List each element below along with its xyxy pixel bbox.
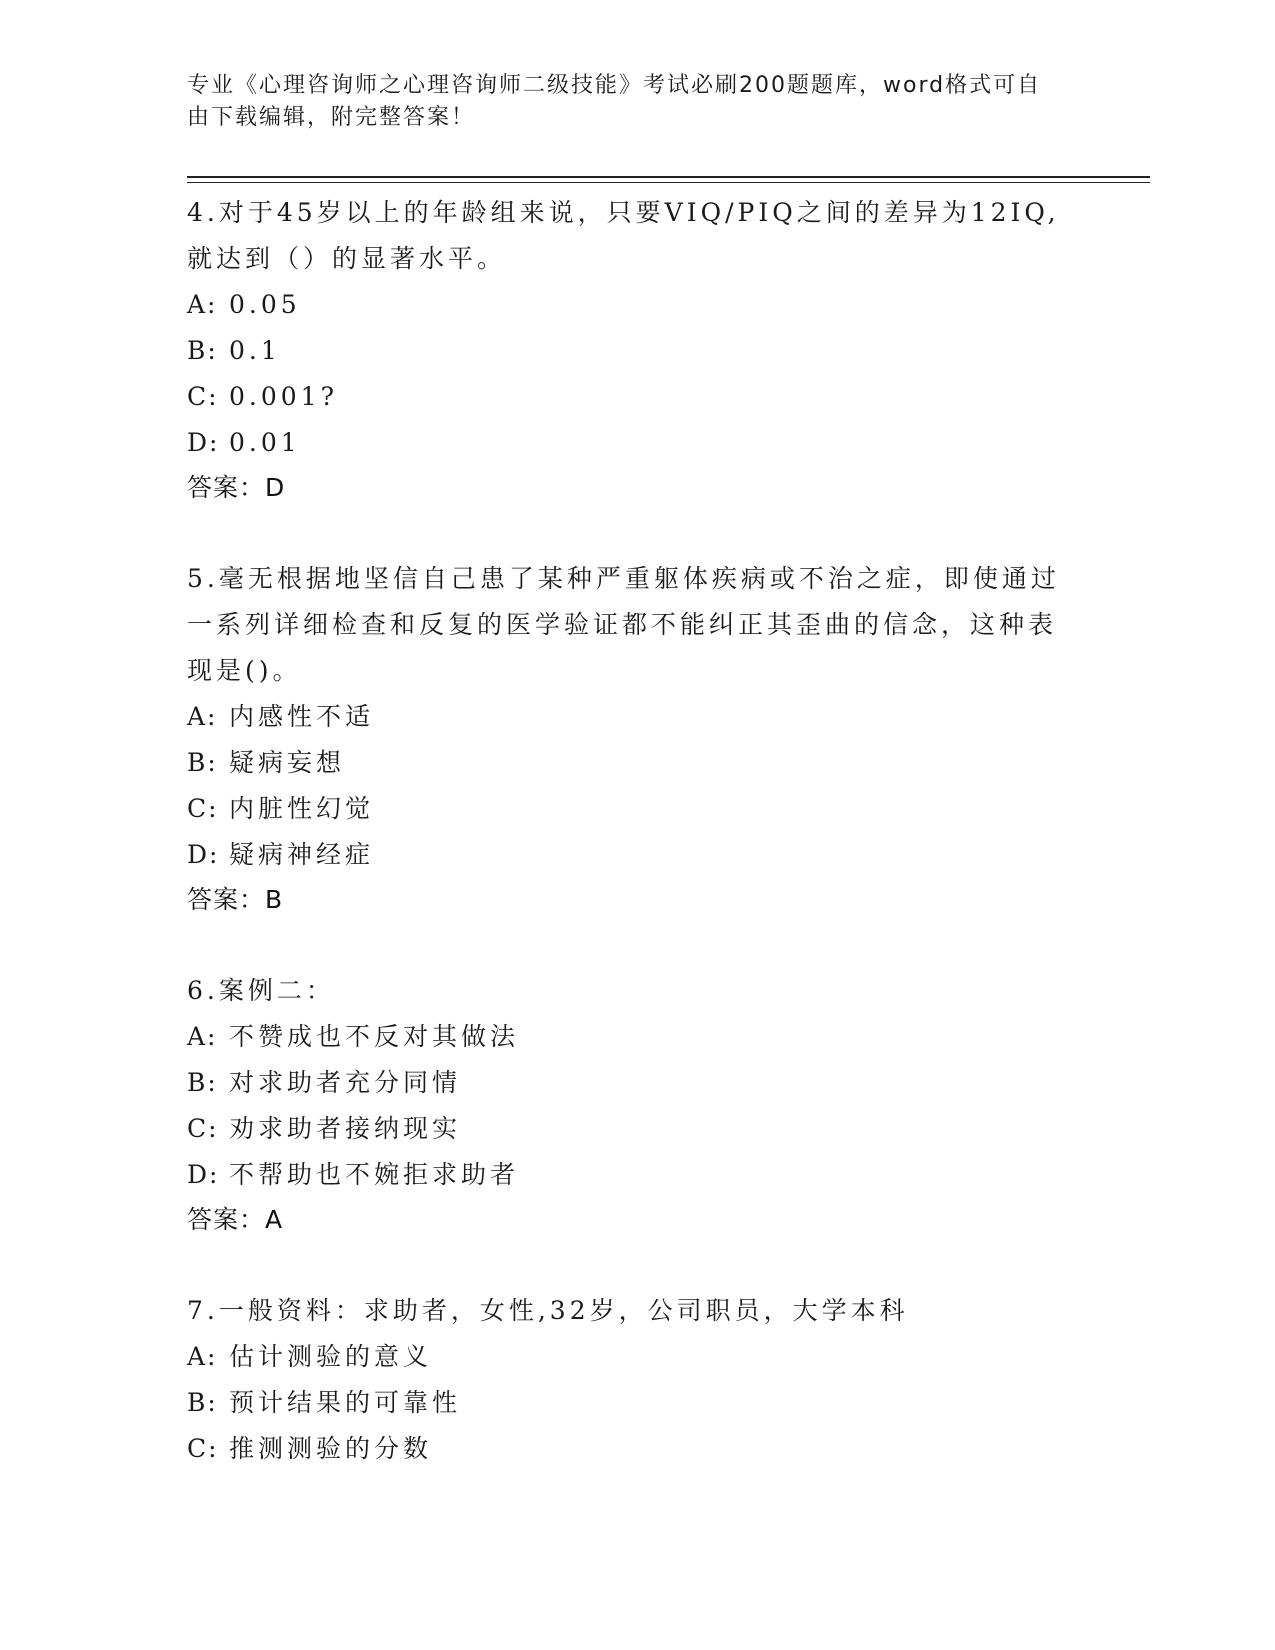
header-line-2: 由下载编辑，附完整答案！ bbox=[187, 105, 476, 130]
question-stem-line: 现是()。 bbox=[187, 656, 302, 685]
question-stem-line: 6.案例二： bbox=[187, 976, 335, 1005]
option-d bbox=[187, 832, 1087, 878]
question-4 bbox=[187, 190, 1087, 510]
option-text: 不赞成也不反对其做法 bbox=[229, 1022, 520, 1051]
option-text: 疑病神经症 bbox=[229, 840, 375, 869]
option-letter: D: bbox=[187, 428, 220, 457]
answer-label: 答案：A bbox=[187, 1205, 284, 1234]
option-letter: C: bbox=[187, 1434, 219, 1463]
option-b bbox=[187, 740, 1087, 786]
option-text: 预计结果的可靠性 bbox=[229, 1388, 462, 1417]
header-divider-thick bbox=[187, 176, 1150, 178]
option-a bbox=[187, 282, 1087, 328]
document-header bbox=[187, 70, 1067, 134]
answer-label: 答案：B bbox=[187, 885, 284, 914]
question-stem-line: 5.毫无根据地坚信自己患了某种严重躯体疾病或不治之症，即使通过 bbox=[187, 564, 1060, 593]
option-text: 对求助者充分同情 bbox=[229, 1068, 462, 1097]
question-5 bbox=[187, 556, 1087, 922]
option-letter: B: bbox=[187, 748, 218, 777]
option-text: 0.01 bbox=[229, 428, 301, 457]
option-c bbox=[187, 1426, 1087, 1472]
option-letter: D: bbox=[187, 1160, 220, 1189]
question-stem-line: 就达到（）的显著水平。 bbox=[187, 244, 507, 273]
option-letter: B: bbox=[187, 1388, 218, 1417]
option-letter: A: bbox=[187, 290, 218, 319]
header-line-1: 专业《心理咨询师之心理咨询师二级技能》考试必刷200题题库，word格式可自 bbox=[187, 73, 1042, 98]
option-d bbox=[187, 420, 1087, 466]
option-letter: C: bbox=[187, 794, 219, 823]
option-text: 0.05 bbox=[229, 290, 301, 319]
question-stem-line: 一系列详细检查和反复的医学验证都不能纠正其歪曲的信念，这种表 bbox=[187, 610, 1058, 639]
option-a bbox=[187, 694, 1087, 740]
option-a bbox=[187, 1014, 1087, 1060]
option-text: 0.1 bbox=[229, 336, 281, 365]
question-stem-line: 4.对于45岁以上的年龄组来说，只要VIQ/PIQ之间的差异为12IQ, bbox=[187, 198, 1060, 227]
option-c bbox=[187, 1106, 1087, 1152]
option-text: 劝求助者接纳现实 bbox=[229, 1114, 462, 1143]
option-a bbox=[187, 1334, 1087, 1380]
option-text: 估计测验的意义 bbox=[229, 1342, 433, 1371]
option-letter: A: bbox=[187, 1342, 218, 1371]
question-stem-line: 7.一般资料：求助者，女性,32岁，公司职员，大学本科 bbox=[187, 1296, 909, 1325]
option-d bbox=[187, 1152, 1087, 1198]
option-b bbox=[187, 1380, 1087, 1426]
option-c bbox=[187, 786, 1087, 832]
option-letter: B: bbox=[187, 336, 218, 365]
option-b bbox=[187, 328, 1087, 374]
option-c bbox=[187, 374, 1087, 420]
answer-label: 答案：D bbox=[187, 473, 286, 502]
option-text: 0.001? bbox=[229, 382, 338, 411]
option-letter: B: bbox=[187, 1068, 218, 1097]
option-text: 疑病妄想 bbox=[229, 748, 346, 777]
header-divider-thin bbox=[187, 182, 1150, 183]
option-text: 不帮助也不婉拒求助者 bbox=[229, 1160, 520, 1189]
option-text: 内感性不适 bbox=[229, 702, 375, 731]
option-text: 内脏性幻觉 bbox=[229, 794, 375, 823]
question-6 bbox=[187, 968, 1087, 1242]
option-b bbox=[187, 1060, 1087, 1106]
option-text: 推测测验的分数 bbox=[229, 1434, 433, 1463]
option-letter: A: bbox=[187, 702, 218, 731]
question-list bbox=[187, 190, 1087, 1518]
question-7 bbox=[187, 1288, 1087, 1472]
option-letter: C: bbox=[187, 1114, 219, 1143]
option-letter: D: bbox=[187, 840, 220, 869]
option-letter: A: bbox=[187, 1022, 218, 1051]
option-letter: C: bbox=[187, 382, 219, 411]
